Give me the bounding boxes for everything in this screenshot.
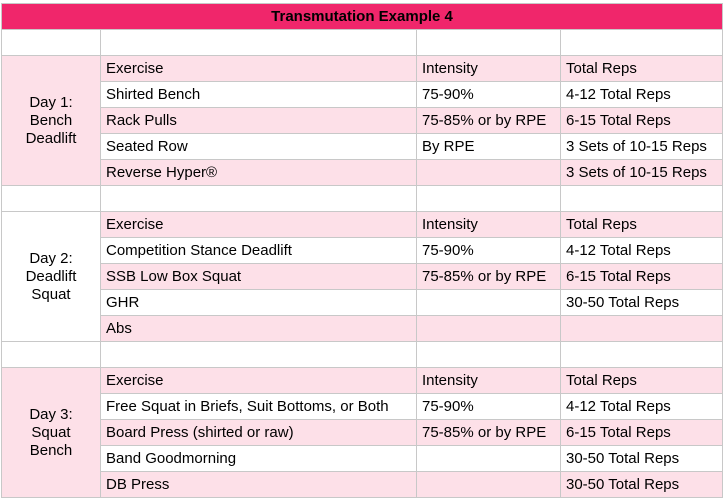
table-row (2, 472, 723, 498)
header-row (2, 56, 723, 82)
table-row (2, 134, 723, 160)
exercise-header-cell[interactable]: Exercise (101, 56, 417, 82)
spacer-row (2, 186, 723, 212)
table-row (2, 290, 723, 316)
reps-cell[interactable]: 3 Sets of 10-15 Reps (561, 160, 723, 186)
reps-cell[interactable]: 30-50 Total Reps (561, 446, 723, 472)
header-row (2, 368, 723, 394)
empty-cell[interactable] (101, 342, 417, 368)
intensity-cell[interactable]: 75-90% (417, 82, 561, 108)
intensity-cell[interactable]: 75-90% (417, 394, 561, 420)
reps-cell[interactable] (561, 316, 723, 342)
empty-cell[interactable] (561, 30, 723, 56)
empty-cell[interactable] (2, 342, 101, 368)
empty-cell[interactable] (2, 30, 101, 56)
reps-cell[interactable]: 4-12 Total Reps (561, 82, 723, 108)
reps-cell[interactable]: 6-15 Total Reps (561, 420, 723, 446)
exercise-cell[interactable]: Seated Row (101, 134, 417, 160)
reps-cell[interactable]: 3 Sets of 10-15 Reps (561, 134, 723, 160)
day-label-cell[interactable] (2, 368, 101, 498)
reps-header-cell[interactable]: Total Reps (561, 212, 723, 238)
exercise-header-cell[interactable]: Exercise (101, 368, 417, 394)
intensity-cell[interactable]: 75-85% or by RPE (417, 264, 561, 290)
empty-cell[interactable] (561, 186, 723, 212)
title-row (2, 4, 723, 30)
empty-cell[interactable] (101, 186, 417, 212)
exercise-cell[interactable]: Reverse Hyper® (101, 160, 417, 186)
intensity-cell[interactable]: 75-85% or by RPE (417, 108, 561, 134)
table-row (2, 108, 723, 134)
exercise-cell[interactable]: Abs (101, 316, 417, 342)
sheet-title[interactable]: Transmutation Example 4 (2, 4, 723, 30)
day-label-line: Deadlift (25, 267, 77, 285)
day-label-line: Day 3: (29, 405, 73, 423)
intensity-cell[interactable]: 75-85% or by RPE (417, 420, 561, 446)
table-row (2, 238, 723, 264)
day-label-cell[interactable] (2, 212, 101, 342)
empty-cell[interactable] (417, 30, 561, 56)
exercise-cell[interactable]: Rack Pulls (101, 108, 417, 134)
day-label-line: Bench (29, 111, 73, 129)
empty-cell[interactable] (561, 342, 723, 368)
reps-cell[interactable]: 4-12 Total Reps (561, 238, 723, 264)
intensity-cell[interactable]: 75-90% (417, 238, 561, 264)
day-label-line: Day 2: (29, 249, 73, 267)
intensity-cell[interactable] (417, 316, 561, 342)
reps-header-cell[interactable]: Total Reps (561, 368, 723, 394)
exercise-cell[interactable]: Competition Stance Deadlift (101, 238, 417, 264)
exercise-header-cell[interactable]: Exercise (101, 212, 417, 238)
intensity-cell[interactable] (417, 472, 561, 498)
spacer-row (2, 342, 723, 368)
intensity-header-cell[interactable]: Intensity (417, 56, 561, 82)
reps-cell[interactable]: 30-50 Total Reps (561, 472, 723, 498)
spacer-row (2, 30, 723, 56)
exercise-cell[interactable]: SSB Low Box Squat (101, 264, 417, 290)
day-label-line: Bench (29, 441, 73, 459)
day-label-line: Day 1: (29, 93, 73, 111)
exercise-cell[interactable]: Band Goodmorning (101, 446, 417, 472)
day-label-cell[interactable] (2, 56, 101, 186)
table-row (2, 264, 723, 290)
intensity-cell[interactable] (417, 290, 561, 316)
table-row (2, 82, 723, 108)
table-row (2, 446, 723, 472)
table-row (2, 394, 723, 420)
reps-cell[interactable]: 6-15 Total Reps (561, 264, 723, 290)
spreadsheet-table (1, 3, 723, 498)
intensity-cell[interactable] (417, 446, 561, 472)
day-label-line: Squat (31, 285, 71, 303)
intensity-cell[interactable]: By RPE (417, 134, 561, 160)
table-row (2, 160, 723, 186)
reps-cell[interactable]: 6-15 Total Reps (561, 108, 723, 134)
exercise-cell[interactable]: Shirted Bench (101, 82, 417, 108)
day-label-line: Squat (31, 423, 71, 441)
empty-cell[interactable] (417, 186, 561, 212)
table-row (2, 316, 723, 342)
exercise-cell[interactable]: GHR (101, 290, 417, 316)
empty-cell[interactable] (2, 186, 101, 212)
reps-cell[interactable]: 30-50 Total Reps (561, 290, 723, 316)
exercise-cell[interactable]: Free Squat in Briefs, Suit Bottoms, or Both (101, 394, 417, 420)
reps-header-cell[interactable]: Total Reps (561, 56, 723, 82)
header-row (2, 212, 723, 238)
empty-cell[interactable] (101, 30, 417, 56)
exercise-cell[interactable]: Board Press (shirted or raw) (101, 420, 417, 446)
empty-cell[interactable] (417, 342, 561, 368)
exercise-cell[interactable]: DB Press (101, 472, 417, 498)
table-row (2, 420, 723, 446)
intensity-cell[interactable] (417, 160, 561, 186)
intensity-header-cell[interactable]: Intensity (417, 212, 561, 238)
intensity-header-cell[interactable]: Intensity (417, 368, 561, 394)
reps-cell[interactable]: 4-12 Total Reps (561, 394, 723, 420)
day-label-line: Deadlift (25, 129, 77, 147)
